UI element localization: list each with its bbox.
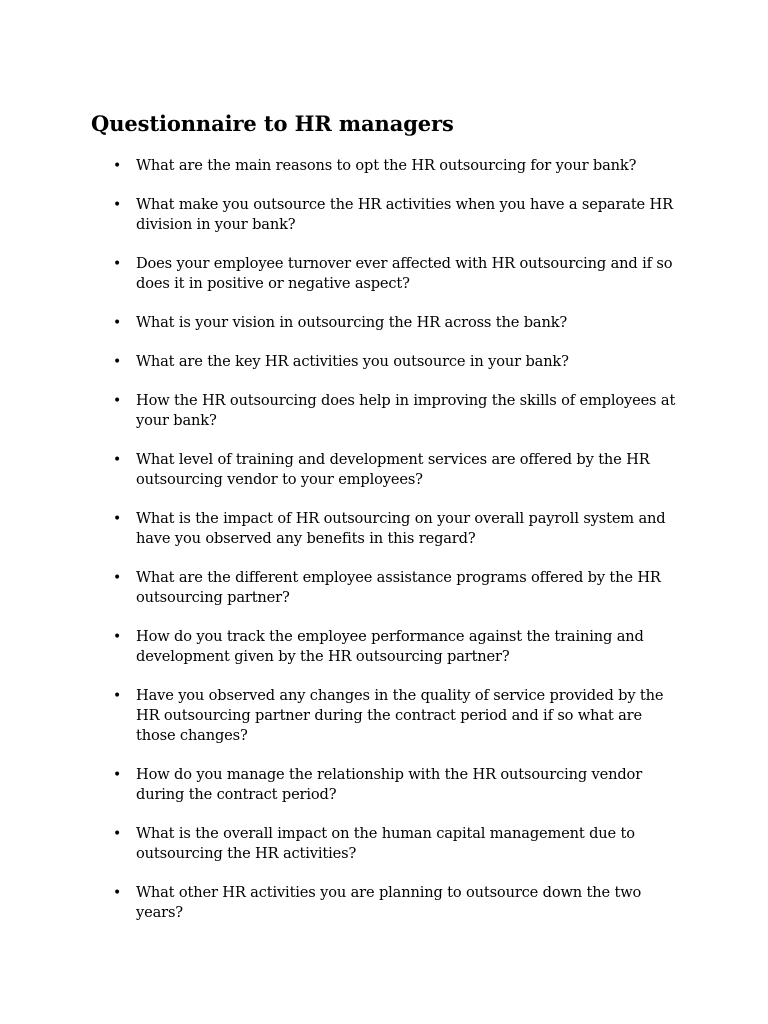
- list-item: [0, 627, 676, 667]
- question-text: How the HR outsourcing does help in improving the skills of employees at your bank?: [136, 392, 676, 429]
- list-item: [0, 824, 676, 864]
- bullet-icon: •: [113, 826, 122, 842]
- question-text: How do you manage the relationship with the HR outsourcing vendor during the contract period?: [136, 766, 643, 803]
- question-text: Does your employee turnover ever affected with HR outsourcing and if so does it in positive or negative aspect?: [136, 255, 673, 292]
- bullet-icon: •: [113, 197, 122, 213]
- question-list: [0, 156, 768, 923]
- list-item: [0, 509, 676, 549]
- list-item: [0, 391, 676, 431]
- list-item: [0, 156, 676, 176]
- question-text: How do you track the employee performance against the training and development given by the HR outsourcing partner?: [136, 628, 644, 665]
- bullet-icon: •: [113, 570, 122, 586]
- bullet-icon: •: [113, 688, 122, 704]
- list-item: [0, 765, 676, 805]
- bullet-icon: •: [113, 393, 122, 409]
- question-text: What is the impact of HR outsourcing on your overall payroll system and have you observed any benefits in this regard?: [136, 510, 666, 547]
- question-text: What are the different employee assistance programs offered by the HR outsourcing partner?: [136, 569, 661, 606]
- bullet-icon: •: [113, 767, 122, 783]
- bullet-icon: •: [113, 885, 122, 901]
- page-title: Questionnaire to HR managers: [91, 111, 454, 136]
- list-item: [0, 195, 676, 235]
- question-text: What level of training and development services are offered by the HR outsourcing vendor to your employees?: [136, 451, 650, 488]
- bullet-icon: •: [113, 452, 122, 468]
- list-item: [0, 686, 676, 746]
- list-item: [0, 313, 676, 333]
- question-text: What are the main reasons to opt the HR outsourcing for your bank?: [136, 157, 637, 174]
- bullet-icon: •: [113, 315, 122, 331]
- question-text: Have you observed any changes in the quality of service provided by the HR outsourcing partner during the contract period and if so what are those changes?: [136, 687, 664, 744]
- question-text: What is your vision in outsourcing the HR across the bank?: [136, 314, 568, 331]
- bullet-icon: •: [113, 511, 122, 527]
- bullet-icon: •: [113, 629, 122, 645]
- bullet-icon: •: [113, 256, 122, 272]
- bullet-icon: •: [113, 354, 122, 370]
- list-item: [0, 450, 676, 490]
- list-item: [0, 254, 676, 294]
- list-item: [0, 352, 676, 372]
- question-text: What other HR activities you are planning to outsource down the two years?: [136, 884, 642, 921]
- list-item: [0, 883, 676, 923]
- bullet-icon: •: [113, 158, 122, 174]
- list-item: [0, 568, 676, 608]
- question-text: What is the overall impact on the human capital management due to outsourcing the HR activities?: [136, 825, 635, 862]
- question-text: What make you outsource the HR activities when you have a separate HR division in your bank?: [136, 196, 673, 233]
- question-text: What are the key HR activities you outsource in your bank?: [136, 353, 569, 370]
